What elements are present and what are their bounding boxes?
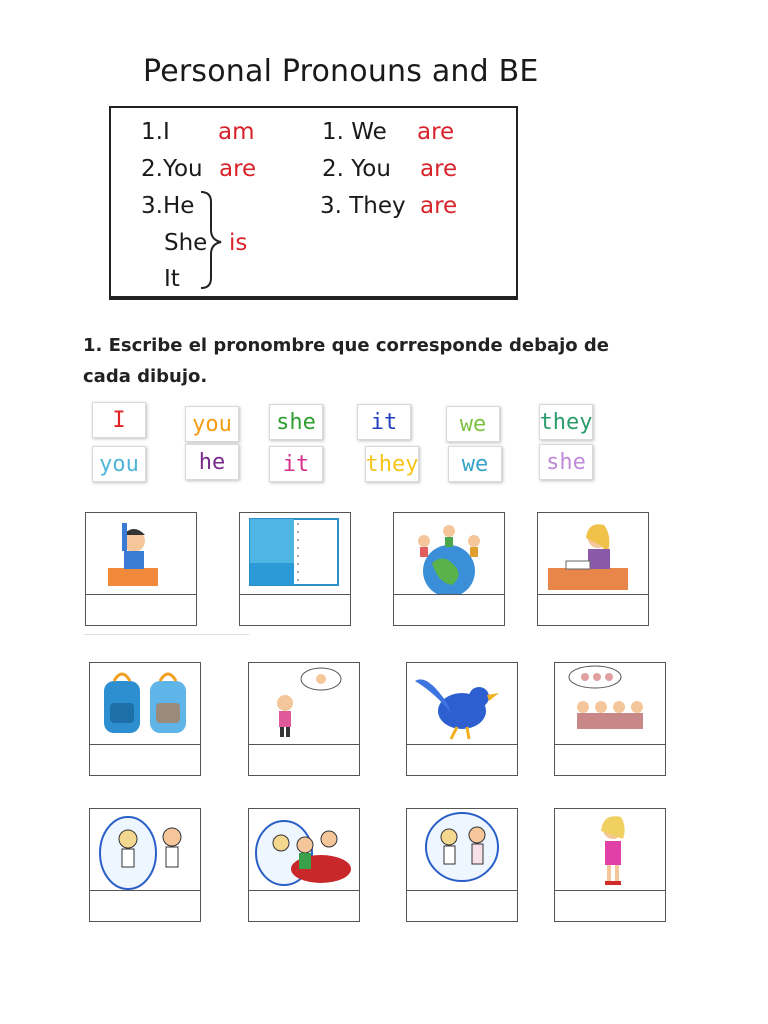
group-speaking-icon bbox=[555, 663, 665, 745]
blue-bird-icon bbox=[407, 663, 517, 745]
answer-blank[interactable] bbox=[249, 890, 359, 921]
answer-blank[interactable] bbox=[249, 744, 359, 775]
answer-blank[interactable] bbox=[394, 594, 504, 625]
boy-and-girl-circled-icon bbox=[407, 809, 517, 891]
picture-card bbox=[406, 662, 518, 776]
picture-card bbox=[248, 808, 360, 922]
answer-blank[interactable] bbox=[240, 594, 350, 625]
picture-card bbox=[554, 808, 666, 922]
table-row: 3.He bbox=[141, 193, 195, 219]
verb-label: are bbox=[420, 193, 458, 219]
picture-card bbox=[537, 512, 649, 626]
picture-card bbox=[85, 512, 197, 626]
verb-label: is bbox=[229, 230, 248, 256]
table-row: 3. They bbox=[320, 193, 406, 219]
word-chip: we bbox=[448, 446, 502, 482]
picture-card bbox=[239, 512, 351, 626]
table-row: It bbox=[164, 266, 180, 292]
table-row: She bbox=[164, 230, 208, 256]
notebook-icon bbox=[240, 513, 350, 595]
verb-label: are bbox=[417, 119, 455, 145]
word-chip: we bbox=[446, 406, 500, 442]
word-chip: I bbox=[92, 402, 146, 438]
table-row: 2. You bbox=[322, 156, 391, 182]
picture-card bbox=[554, 662, 666, 776]
word-chip: they bbox=[539, 404, 593, 440]
verb-label: are bbox=[420, 156, 458, 182]
answer-blank[interactable] bbox=[407, 744, 517, 775]
picture-card bbox=[248, 662, 360, 776]
answer-blank[interactable] bbox=[90, 744, 200, 775]
divider bbox=[84, 634, 249, 635]
word-chip: she bbox=[539, 444, 593, 480]
table-row: 1. We bbox=[322, 119, 387, 145]
two-boys-circled-icon bbox=[90, 809, 200, 891]
three-kids-circled-icon bbox=[249, 809, 359, 891]
word-chip: she bbox=[269, 404, 323, 440]
answer-blank[interactable] bbox=[538, 594, 648, 625]
table-row: 1.I bbox=[141, 119, 170, 145]
picture-card bbox=[89, 662, 201, 776]
word-chip: it bbox=[357, 404, 411, 440]
answer-blank[interactable] bbox=[90, 890, 200, 921]
answer-blank[interactable] bbox=[407, 890, 517, 921]
instruction: 1. Escribe el pronombre que corresponde debajo de cada dibujo. bbox=[83, 335, 609, 387]
woman-at-desk-icon bbox=[538, 513, 648, 595]
picture-card bbox=[89, 808, 201, 922]
word-chip: he bbox=[185, 444, 239, 480]
answer-blank[interactable] bbox=[86, 594, 196, 625]
word-chip: you bbox=[92, 446, 146, 482]
brace-icon bbox=[197, 190, 225, 290]
verb-label: are bbox=[219, 156, 257, 182]
boy-raising-hand-icon bbox=[86, 513, 196, 595]
verb-label: am bbox=[218, 119, 255, 145]
girl-speaking-icon bbox=[249, 663, 359, 745]
picture-card bbox=[393, 512, 505, 626]
answer-blank[interactable] bbox=[555, 744, 665, 775]
table-row: 2.You bbox=[141, 156, 203, 182]
blonde-girl-icon bbox=[555, 809, 665, 891]
answer-blank[interactable] bbox=[555, 890, 665, 921]
picture-card bbox=[406, 808, 518, 922]
word-chip: it bbox=[269, 446, 323, 482]
kids-on-globe-icon bbox=[394, 513, 504, 595]
backpacks-icon bbox=[90, 663, 200, 745]
word-chip: you bbox=[185, 406, 239, 442]
page-title: Personal Pronouns and BE bbox=[143, 54, 539, 89]
word-chip: they bbox=[365, 446, 419, 482]
